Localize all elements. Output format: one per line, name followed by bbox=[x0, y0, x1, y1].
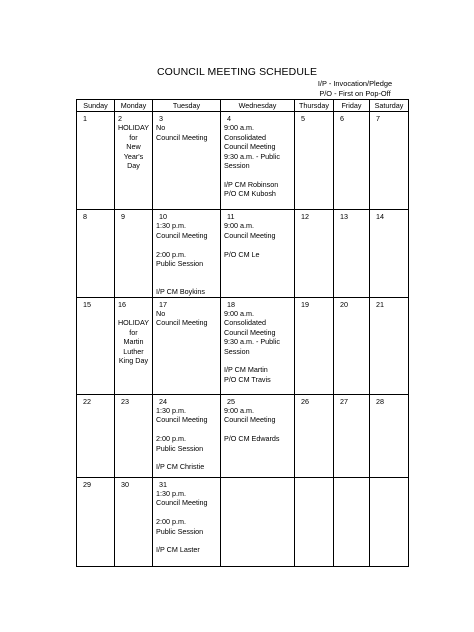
event-line: Public Session bbox=[156, 259, 204, 269]
event-line: 1:30 p.m. bbox=[156, 406, 186, 416]
day-cell-content bbox=[334, 210, 369, 221]
event-line: 9:00 a.m. bbox=[224, 406, 254, 416]
blank-line bbox=[156, 240, 218, 249]
day-number: 25 bbox=[227, 396, 235, 406]
event-line: 9:30 a.m. - Public bbox=[224, 151, 280, 161]
event-line: 2:00 p.m. bbox=[156, 517, 186, 527]
day-cell-saturday bbox=[370, 112, 409, 210]
blank-line bbox=[224, 170, 292, 179]
day-cell-thursday bbox=[295, 477, 334, 566]
day-cell-content bbox=[370, 395, 408, 406]
day-cell-wednesday bbox=[221, 297, 295, 394]
day-number: 18 bbox=[227, 299, 235, 309]
event-line: Day bbox=[127, 161, 140, 171]
day-number: 11 bbox=[227, 212, 235, 221]
event-line: HOLIDAY bbox=[117, 123, 150, 133]
day-cell-sunday bbox=[77, 112, 115, 210]
event-line: No bbox=[156, 123, 166, 133]
day-cell-content bbox=[334, 395, 369, 406]
event-line: Martin bbox=[123, 337, 144, 347]
day-cell-content bbox=[115, 210, 152, 221]
day-cell-thursday bbox=[295, 112, 334, 210]
day-cell-thursday bbox=[295, 394, 334, 477]
blank-line bbox=[224, 356, 292, 365]
event-line: New bbox=[126, 142, 141, 152]
day-cell-content bbox=[221, 395, 294, 444]
day-cell-thursday bbox=[295, 297, 334, 394]
day-cell-content bbox=[334, 298, 369, 309]
event-line: Session bbox=[224, 346, 250, 356]
day-cell-content bbox=[221, 112, 294, 199]
day-cell-content bbox=[295, 112, 333, 123]
day-number: 2 bbox=[118, 114, 122, 123]
day-number: 3 bbox=[159, 114, 163, 123]
event-line: Public Session bbox=[156, 526, 204, 536]
day-cell-friday bbox=[334, 297, 370, 394]
day-cell-tuesday bbox=[153, 477, 221, 566]
day-number: 5 bbox=[301, 114, 305, 123]
event-line: Council Meeting bbox=[224, 415, 276, 425]
day-number: 7 bbox=[376, 114, 380, 123]
day-number: 13 bbox=[340, 212, 348, 221]
event-line: HOLIDAY bbox=[117, 318, 150, 328]
event-line: Council Meeting bbox=[156, 318, 208, 328]
day-cell-content bbox=[295, 395, 333, 406]
day-number: 14 bbox=[376, 212, 384, 221]
event-line: P/O CM Kubosh bbox=[224, 189, 276, 199]
day-cell-content bbox=[153, 395, 220, 472]
event-line: 9:00 a.m. bbox=[224, 221, 254, 231]
day-cell-saturday bbox=[370, 297, 409, 394]
day-cell-content bbox=[221, 478, 294, 480]
day-cell-friday bbox=[334, 112, 370, 210]
day-cell-sunday bbox=[77, 297, 115, 394]
day-cell-wednesday bbox=[221, 210, 295, 298]
event-line: for bbox=[129, 327, 138, 337]
header-tuesday: Tuesday bbox=[153, 100, 221, 112]
blank-line bbox=[156, 508, 218, 517]
event-line: Council Meeting bbox=[224, 230, 276, 240]
day-cell-friday bbox=[334, 477, 370, 566]
event-line: Council Meeting bbox=[156, 132, 208, 142]
day-cell-wednesday bbox=[221, 112, 295, 210]
day-cell-content bbox=[334, 478, 369, 480]
day-cell-monday bbox=[115, 112, 153, 210]
day-number: 1 bbox=[83, 114, 87, 123]
day-cell-monday bbox=[115, 394, 153, 477]
event-line: 2:00 p.m. bbox=[156, 434, 186, 444]
calendar-table bbox=[76, 99, 409, 567]
day-cell-content bbox=[115, 478, 152, 489]
event-line: I/P CM Martin bbox=[224, 365, 268, 375]
day-cell-content bbox=[153, 210, 220, 297]
day-cell-friday bbox=[334, 210, 370, 298]
day-cell-content bbox=[115, 395, 152, 406]
event-line: Luther bbox=[123, 346, 144, 356]
day-cell-content bbox=[115, 298, 152, 366]
legend bbox=[300, 79, 410, 98]
day-cell-friday bbox=[334, 394, 370, 477]
header-sunday: Sunday bbox=[77, 100, 115, 112]
blank-line bbox=[224, 425, 292, 434]
event-line: King Day bbox=[118, 356, 149, 366]
blank-line bbox=[156, 268, 218, 277]
day-cell-sunday bbox=[77, 210, 115, 298]
day-cell-saturday bbox=[370, 210, 409, 298]
day-number: 29 bbox=[83, 479, 91, 489]
event-line: 2:00 p.m. bbox=[156, 249, 186, 259]
day-cell-content bbox=[77, 210, 114, 221]
day-cell-monday bbox=[115, 297, 153, 394]
event-line: 1:30 p.m. bbox=[156, 489, 186, 499]
day-number: 6 bbox=[340, 114, 344, 123]
day-cell-content bbox=[221, 210, 294, 259]
day-number: 15 bbox=[83, 299, 91, 309]
day-number: 12 bbox=[301, 212, 309, 221]
event-line: Council Meeting bbox=[156, 230, 208, 240]
legend-line-po: P/O - First on Pop-Off bbox=[319, 88, 391, 98]
day-cell-content bbox=[221, 298, 294, 385]
day-cell-content bbox=[370, 478, 408, 480]
header-wednesday: Wednesday bbox=[221, 100, 295, 112]
day-cell-sunday bbox=[77, 477, 115, 566]
event-line: I/P CM Boykins bbox=[156, 287, 205, 297]
day-cell-content bbox=[77, 298, 114, 309]
event-line: 9:30 a.m. - Public bbox=[224, 337, 280, 347]
day-cell-wednesday bbox=[221, 477, 295, 566]
blank-line bbox=[224, 240, 292, 249]
day-cell-content bbox=[153, 298, 220, 328]
day-number: 8 bbox=[83, 212, 87, 221]
day-number: 16 bbox=[118, 299, 126, 309]
day-cell-saturday bbox=[370, 477, 409, 566]
day-number: 24 bbox=[159, 396, 167, 406]
day-cell-content bbox=[153, 112, 220, 142]
blank-line bbox=[156, 425, 218, 434]
blank-line bbox=[156, 453, 218, 462]
event-line: 1:30 p.m. bbox=[156, 221, 186, 231]
day-number: 27 bbox=[340, 396, 348, 406]
day-cell-thursday bbox=[295, 210, 334, 298]
day-cell-content bbox=[77, 112, 114, 123]
day-cell-tuesday bbox=[153, 112, 221, 210]
event-line: Consolidated bbox=[224, 318, 266, 328]
day-cell-content bbox=[77, 395, 114, 406]
header-row bbox=[77, 100, 409, 112]
day-cell-tuesday bbox=[153, 210, 221, 298]
event-line: No bbox=[156, 309, 166, 319]
day-number: 4 bbox=[227, 114, 231, 123]
day-cell-content bbox=[334, 112, 369, 123]
day-number: 19 bbox=[301, 299, 309, 309]
day-cell-tuesday bbox=[153, 297, 221, 394]
blank-line bbox=[156, 278, 218, 287]
header-saturday: Saturday bbox=[370, 100, 409, 112]
event-line: Public Session bbox=[156, 443, 204, 453]
day-number: 21 bbox=[376, 299, 384, 309]
event-line: Consolidated bbox=[224, 132, 266, 142]
event-line: for bbox=[129, 132, 138, 142]
header-monday: Monday bbox=[115, 100, 153, 112]
day-number: 30 bbox=[121, 479, 129, 489]
day-cell-content bbox=[295, 298, 333, 309]
day-cell-content bbox=[115, 112, 152, 170]
day-cell-saturday bbox=[370, 394, 409, 477]
event-line: Year's bbox=[123, 151, 144, 161]
day-number: 10 bbox=[159, 212, 167, 221]
day-number: 20 bbox=[340, 299, 348, 309]
legend-line-ip: I/P - Invocation/Pledge bbox=[317, 79, 393, 88]
event-line: I/P CM Laster bbox=[156, 545, 200, 555]
week-row bbox=[77, 477, 409, 566]
day-cell-monday bbox=[115, 477, 153, 566]
day-cell-content bbox=[370, 210, 408, 221]
day-number: 28 bbox=[376, 396, 384, 406]
event-line: I/P CM Robinson bbox=[224, 179, 279, 189]
day-number: 22 bbox=[83, 396, 91, 406]
event-line: P/O CM Travis bbox=[224, 374, 271, 384]
event-line: Council Meeting bbox=[156, 415, 208, 425]
day-cell-content bbox=[77, 478, 114, 489]
day-cell-wednesday bbox=[221, 394, 295, 477]
event-line: Session bbox=[224, 161, 250, 171]
event-line: 9:00 a.m. bbox=[224, 123, 254, 133]
week-row bbox=[77, 297, 409, 394]
day-number: 31 bbox=[159, 479, 167, 489]
event-line: Council Meeting bbox=[224, 327, 276, 337]
event-line: Council Meeting bbox=[224, 142, 276, 152]
blank-line bbox=[156, 536, 218, 545]
event-line: I/P CM Christie bbox=[156, 462, 205, 472]
day-number: 17 bbox=[159, 299, 167, 309]
day-cell-monday bbox=[115, 210, 153, 298]
week-row bbox=[77, 394, 409, 477]
day-cell-content bbox=[370, 112, 408, 123]
day-cell-content bbox=[295, 210, 333, 221]
day-number: 9 bbox=[121, 212, 125, 221]
day-number: 26 bbox=[301, 396, 309, 406]
day-cell-content bbox=[295, 478, 333, 480]
event-line: P/O CM Le bbox=[224, 249, 260, 259]
day-cell-tuesday bbox=[153, 394, 221, 477]
blank-line bbox=[115, 309, 152, 318]
event-line: P/O CM Edwards bbox=[224, 434, 280, 444]
header-thursday: Thursday bbox=[295, 100, 334, 112]
event-line: 9:00 a.m. bbox=[224, 309, 254, 319]
day-number: 23 bbox=[121, 396, 129, 406]
header-friday: Friday bbox=[334, 100, 370, 112]
day-cell-sunday bbox=[77, 394, 115, 477]
day-cell-content bbox=[153, 478, 220, 555]
event-line: Council Meeting bbox=[156, 498, 208, 508]
week-row bbox=[77, 112, 409, 210]
day-cell-content bbox=[370, 298, 408, 309]
page-title: COUNCIL MEETING SCHEDULE bbox=[156, 66, 318, 78]
week-row bbox=[77, 210, 409, 298]
